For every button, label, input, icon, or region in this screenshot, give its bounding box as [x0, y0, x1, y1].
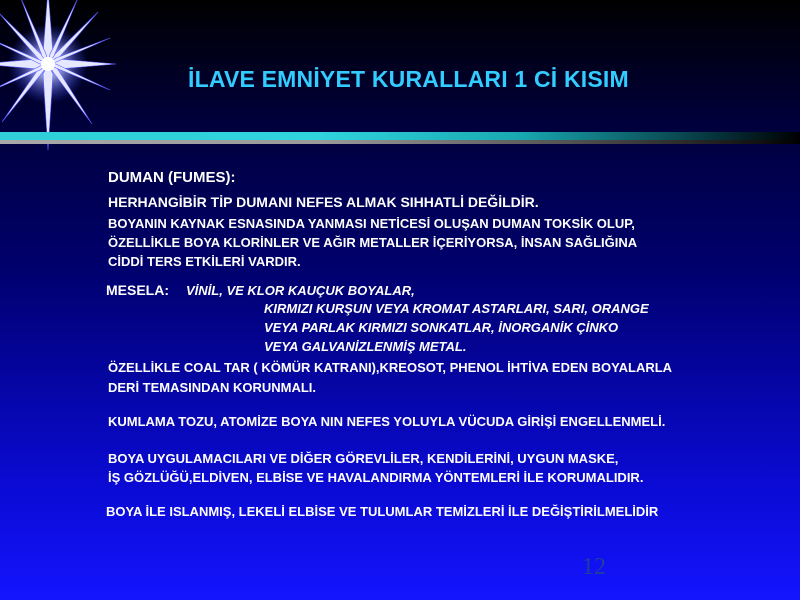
warning-line: CİDDİ TERS ETKİLERİ VARDIR.: [108, 254, 301, 269]
warning-heading: HERHANGİBİR TİP DUMANI NEFES ALMAK SIHHATLİ DEĞİLDİR.: [108, 194, 539, 210]
page-number: 12: [582, 554, 606, 580]
header-divider-bar: [0, 140, 800, 144]
example-line: VEYA PARLAK KIRMIZI SONKATLAR, İNORGANİK ÇİNKO: [264, 320, 619, 335]
example-line: VEYA GALVANİZLENMİŞ METAL.: [264, 339, 467, 354]
example-line: KIRMIZI KURŞUN VEYA KROMAT ASTARLARI, SARI, ORANGE: [264, 301, 649, 316]
kumlama-line: KUMLAMA TOZU, ATOMİZE BOYA NIN NEFES YOLUYLA VÜCUDA GİRİŞİ ENGELLENMELİ.: [108, 414, 666, 429]
example-label: MESELA:: [106, 282, 169, 298]
warning-line: BOYANIN KAYNAK ESNASINDA YANMASI NETİCESİ OLUŞAN DUMAN TOKSİK OLUP,: [108, 216, 635, 231]
clothing-line: BOYA İLE ISLANMIŞ, LEKELİ ELBİSE VE TULUMLAR TEMİZLERİ İLE DEĞİŞTİRİLMELİDİR: [106, 504, 659, 519]
coal-tar-line: DERİ TEMASINDAN KORUNMALI.: [108, 380, 316, 395]
header-accent-bar: [0, 132, 800, 140]
protection-line: BOYA UYGULAMACILARI VE DİĞER GÖREVLİLER, KENDİLERİNİ, UYGUN MASKE,: [108, 451, 619, 466]
example-line: VİNİL, VE KLOR KAUÇUK BOYALAR,: [186, 283, 415, 298]
warning-line: ÖZELLİKLE BOYA KLORİNLER VE AĞIR METALLER İÇERİYORSA, İNSAN SAĞLIĞINA: [108, 235, 638, 250]
slide-title: İLAVE EMNİYET KURALLARI 1 Cİ KISIM: [188, 66, 629, 92]
section-heading-duman: DUMAN (FUMES):: [108, 169, 236, 186]
protection-line: İŞ GÖZLÜĞÜ,ELDİVEN, ELBİSE VE HAVALANDIRMA YÖNTEMLERİ İLE KORUMALIDIR.: [108, 470, 644, 485]
coal-tar-line: ÖZELLİKLE COAL TAR ( KÖMÜR KATRANI),KREOSOT, PHENOL İHTİVA EDEN BOYALARLA: [108, 360, 673, 375]
